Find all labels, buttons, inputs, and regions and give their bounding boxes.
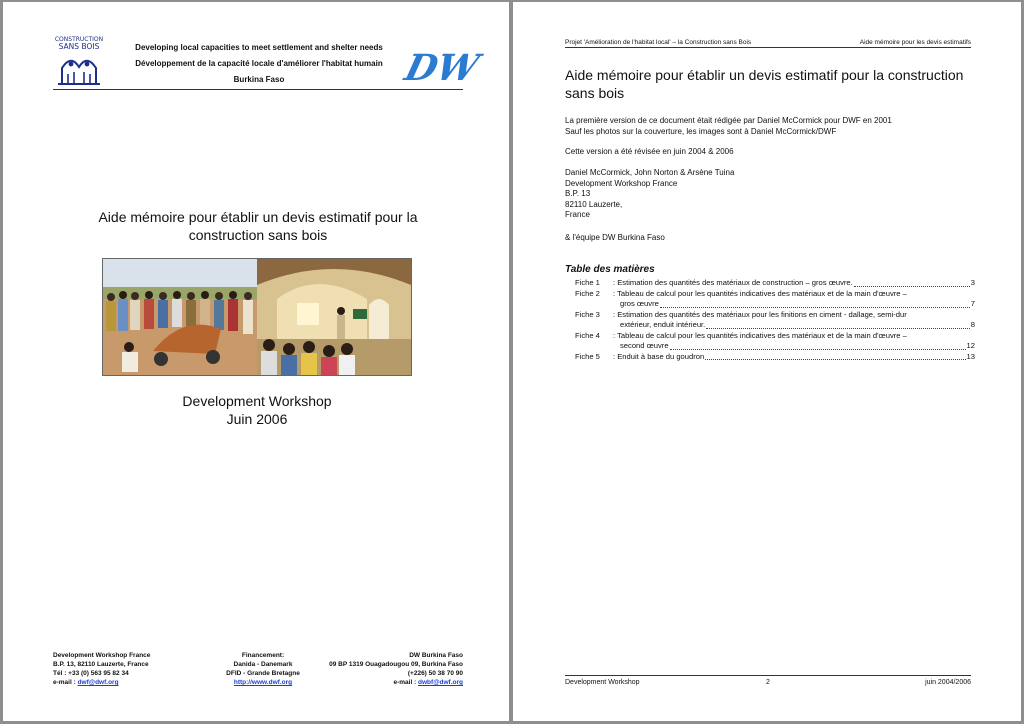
toc-entry-label: Fiche 1 [575, 278, 600, 287]
toc-entry-text: : Tableau de calcul pour les quantités indicatives des matériaux et de la main d'œuvre – [613, 330, 907, 340]
header-line-fr: Développement de la capacité locale d'améliorer l'habitat humain [135, 59, 383, 68]
project-header [103, 40, 415, 88]
footer-line: Danida - Danemark [233, 661, 293, 668]
footer-org: Development Workshop [565, 679, 640, 686]
toc-page-number: 8 [970, 320, 975, 329]
toc-entry-line [613, 331, 975, 342]
running-header-right: Aide mémoire pour les devis estimatifs [859, 39, 971, 46]
footer-line: Tél : +33 (0) 563 95 82 34 [53, 670, 129, 677]
page-number: 2 [766, 679, 770, 686]
toc-leader-dots [670, 349, 966, 350]
photo-outdoor-training [103, 259, 257, 375]
authors-line: Daniel McCormick, John Norton & Arsène Tuina [565, 168, 735, 177]
toc-entry-label: Fiche 2 [575, 288, 600, 298]
toc-leader-dots [660, 307, 970, 308]
footer-line: Development Workshop France [53, 652, 151, 659]
toc-title: Table des matières [565, 264, 655, 275]
toc-entry-line [613, 310, 975, 321]
credits-line: Sauf les photos sur la couverture, les images sont à Daniel McCormick/DWF [565, 126, 837, 136]
svg-text:DW: DW [400, 46, 484, 89]
team-note: & l'équipe DW Burkina Faso [565, 233, 665, 242]
toc-entry-label: Fiche 4 [575, 330, 600, 340]
toc-entry-body [613, 352, 975, 363]
toc-entry-line [613, 278, 975, 289]
cover-title: Aide mémoire pour établir un devis estimatif pour la construction sans bois [98, 209, 418, 243]
footer-dw-burkina [293, 651, 463, 687]
contents-page [513, 2, 1021, 721]
authors-line: B.P. 13 [565, 189, 591, 198]
footer-line: DW Burkina Faso [409, 652, 463, 659]
toc-entry-label: Fiche 3 [575, 309, 600, 319]
authors-line: Development Workshop France [565, 178, 678, 188]
toc-entry-text: gros œuvre [620, 299, 659, 308]
toc-entry-line [613, 299, 975, 310]
authors-line: France [565, 210, 590, 219]
credits-paragraph [565, 116, 975, 137]
toc-leader-dots [705, 359, 965, 360]
toc-page-number: 3 [970, 278, 975, 287]
dw-logo [400, 40, 484, 89]
toc-entry-text: : Estimation des quantités des matériaux de construction – gros œuvre. [613, 278, 853, 287]
email-link-dwf[interactable]: dwf@dwf.org [77, 679, 119, 686]
footer-line: DFID - Grande Bretagne [226, 670, 300, 677]
toc-entry-text: extérieur, enduit intérieur. [620, 320, 706, 329]
email-label: e-mail : [53, 679, 78, 686]
toc-entry-body [613, 289, 975, 310]
header-country: Burkina Faso [233, 75, 285, 84]
cover-page [3, 2, 509, 721]
toc-entry-text: second œuvre [620, 341, 669, 350]
publication-date: Juin 2006 [226, 411, 288, 427]
toc-entry-line [613, 289, 975, 300]
toc-entry[interactable] [575, 352, 975, 363]
toc-entry-line [613, 341, 975, 352]
running-header [565, 39, 971, 48]
toc-entry-text: : Enduit à base du goudron [613, 351, 705, 361]
footer-line: 09 BP 1319 Ouagadougou 09, Burkina Faso [329, 661, 463, 668]
email-label: e-mail : [393, 679, 419, 686]
header-rule [53, 89, 463, 90]
toc-entry-text: : Tableau de calcul pour les quantités indicatives des matériaux et de la main d'œuvre – [613, 288, 907, 298]
toc-entry-text: : Estimation des quantités des matériaux pour les finitions en ciment - dallage, semi-dur [613, 309, 907, 319]
toc-entry-body [613, 331, 975, 352]
organisation-name: Development Workshop [182, 393, 332, 409]
footer-date: juin 2004/2006 [925, 679, 971, 686]
footer-line [53, 678, 193, 687]
footer-line [293, 678, 463, 687]
credits-line: La première version de ce document était rédigée par Daniel McCormick pour DWF en 2001 [565, 116, 892, 125]
header-line-en: Developing local capacities to meet settlement and shelter needs [135, 43, 383, 52]
toc-page-number: 13 [966, 351, 975, 361]
cover-publisher [103, 392, 411, 428]
footer-line: (+226) 50 38 70 90 [407, 670, 463, 677]
toc-page-number: 7 [970, 299, 975, 308]
page-footer [565, 675, 971, 686]
toc-entry-line [613, 352, 975, 363]
toc-entry-line [613, 320, 975, 331]
running-header-left: Projet 'Amélioration de l'habitat local' – la Construction sans Bois [565, 39, 752, 46]
table-of-contents [575, 278, 975, 362]
toc-entry[interactable] [575, 289, 975, 310]
document-title: Aide mémoire pour établir un devis estimatif pour la construction sans bois [565, 67, 964, 101]
authors-line: 82110 Lauzerte, [565, 199, 623, 209]
revision-note: Cette version a été révisée en juin 2004 & 2006 [565, 147, 734, 156]
footer-line: B.P. 13, 82110 Lauzerte, France [53, 661, 149, 668]
toc-entry-label: Fiche 5 [575, 351, 600, 361]
toc-entry[interactable] [575, 278, 975, 289]
email-link-dwbf[interactable]: dwbf@dwf.org [418, 679, 463, 686]
toc-entry[interactable] [575, 310, 975, 331]
toc-entry-body [613, 310, 975, 331]
photo-indoor-meeting [257, 259, 411, 375]
toc-leader-dots [854, 286, 970, 287]
cover-photos [102, 258, 412, 376]
toc-leader-dots [706, 328, 969, 329]
authors-block [565, 168, 975, 221]
construction-sans-bois-logo [56, 34, 102, 88]
toc-page-number: 12 [966, 341, 975, 350]
toc-entry-body [613, 278, 975, 289]
toc-entry[interactable] [575, 331, 975, 352]
svg-text:SANS BOIS: SANS BOIS [58, 42, 100, 51]
svg-text:CONSTRUCTION: CONSTRUCTION [54, 36, 104, 43]
footer-dw-france [53, 651, 193, 687]
footer-line: Financement: [241, 652, 285, 659]
website-link[interactable]: http://www.dwf.org [233, 679, 293, 686]
